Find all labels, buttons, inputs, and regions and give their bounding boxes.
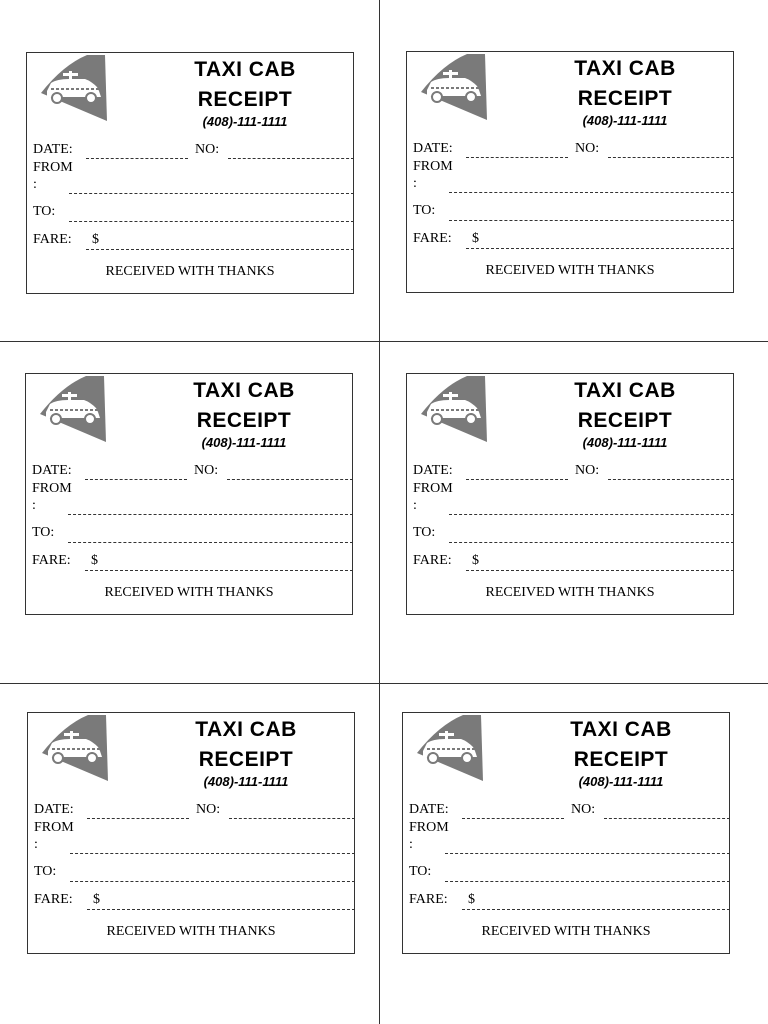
currency-symbol: $ — [468, 892, 475, 907]
taxi-logo-icon — [411, 713, 489, 783]
phone-number: (408)-111-1111 — [203, 774, 289, 789]
fare-label: FARE: — [33, 232, 72, 247]
from-label: FROM — [34, 820, 74, 835]
fare-label: FARE: — [34, 892, 73, 907]
taxi-receipt — [25, 373, 353, 615]
number-field[interactable] — [604, 818, 730, 819]
date-label: DATE: — [33, 142, 73, 157]
from-field[interactable] — [70, 853, 355, 854]
receipt-title: TAXI CAB — [193, 379, 295, 402]
date-field[interactable] — [466, 157, 568, 158]
horizontal-cut-line — [0, 341, 768, 342]
to-label: TO: — [413, 525, 436, 540]
to-field[interactable] — [69, 221, 354, 222]
receipt-footer: RECEIVED WITH THANKS — [485, 263, 655, 278]
taxi-logo-icon — [36, 713, 114, 783]
receipt-subtitle: RECEIPT — [577, 87, 673, 110]
fare-field[interactable] — [86, 249, 354, 250]
from-colon: : — [34, 837, 38, 852]
to-field[interactable] — [70, 881, 355, 882]
to-label: TO: — [32, 525, 55, 540]
date-field[interactable] — [86, 158, 188, 159]
taxi-logo-icon — [415, 52, 493, 122]
from-label: FROM — [33, 160, 73, 175]
receipt-title: TAXI CAB — [194, 58, 296, 81]
date-field[interactable] — [85, 479, 187, 480]
from-field[interactable] — [449, 192, 734, 193]
receipt-footer: RECEIVED WITH THANKS — [104, 585, 274, 600]
taxi-receipt — [402, 712, 730, 954]
from-label: FROM — [413, 159, 453, 174]
receipt-title: TAXI CAB — [195, 718, 297, 741]
from-colon: : — [33, 177, 37, 192]
date-field[interactable] — [87, 818, 189, 819]
phone-number: (408)-111-1111 — [202, 114, 288, 129]
taxi-receipt — [406, 373, 734, 615]
number-field[interactable] — [228, 158, 354, 159]
to-label: TO: — [34, 864, 57, 879]
from-label: FROM — [413, 481, 453, 496]
from-field[interactable] — [449, 514, 734, 515]
receipt-title: TAXI CAB — [570, 718, 672, 741]
currency-symbol: $ — [472, 231, 479, 246]
number-label: NO: — [571, 802, 596, 817]
receipt-title: TAXI CAB — [574, 379, 676, 402]
number-field[interactable] — [227, 479, 353, 480]
to-field[interactable] — [449, 220, 734, 221]
from-field[interactable] — [445, 853, 730, 854]
number-label: NO: — [575, 141, 600, 156]
from-label: FROM — [409, 820, 449, 835]
receipt-subtitle: RECEIPT — [573, 748, 669, 771]
receipt-subtitle: RECEIPT — [197, 88, 293, 111]
phone-number: (408)-111-1111 — [201, 435, 287, 450]
taxi-logo-icon — [35, 53, 113, 123]
number-field[interactable] — [608, 157, 734, 158]
number-field[interactable] — [608, 479, 734, 480]
receipt-subtitle: RECEIPT — [196, 409, 292, 432]
date-label: DATE: — [413, 141, 453, 156]
date-label: DATE: — [34, 802, 74, 817]
fare-label: FARE: — [409, 892, 448, 907]
number-field[interactable] — [229, 818, 355, 819]
date-label: DATE: — [32, 463, 72, 478]
from-field[interactable] — [69, 193, 354, 194]
receipt-footer: RECEIVED WITH THANKS — [105, 264, 275, 279]
number-label: NO: — [195, 142, 220, 157]
fare-field[interactable] — [466, 248, 734, 249]
date-label: DATE: — [413, 463, 453, 478]
to-field[interactable] — [445, 881, 730, 882]
taxi-logo-icon — [34, 374, 112, 444]
taxi-receipt — [26, 52, 354, 294]
to-field[interactable] — [449, 542, 734, 543]
to-label: TO: — [413, 203, 436, 218]
to-field[interactable] — [68, 542, 353, 543]
from-field[interactable] — [68, 514, 353, 515]
to-label: TO: — [409, 864, 432, 879]
receipt-footer: RECEIVED WITH THANKS — [481, 924, 651, 939]
fare-label: FARE: — [413, 231, 452, 246]
taxi-logo-icon — [415, 374, 493, 444]
currency-symbol: $ — [92, 232, 99, 247]
receipt-subtitle: RECEIPT — [198, 748, 294, 771]
from-colon: : — [413, 498, 417, 513]
fare-label: FARE: — [413, 553, 452, 568]
phone-number: (408)-111-1111 — [578, 774, 664, 789]
fare-label: FARE: — [32, 553, 71, 568]
receipt-footer: RECEIVED WITH THANKS — [106, 924, 276, 939]
fare-field[interactable] — [85, 570, 353, 571]
fare-field[interactable] — [466, 570, 734, 571]
from-colon: : — [32, 498, 36, 513]
from-colon: : — [413, 176, 417, 191]
receipt-subtitle: RECEIPT — [577, 409, 673, 432]
currency-symbol: $ — [472, 553, 479, 568]
currency-symbol: $ — [91, 553, 98, 568]
receipt-title: TAXI CAB — [574, 57, 676, 80]
to-label: TO: — [33, 204, 56, 219]
phone-number: (408)-111-1111 — [582, 113, 668, 128]
fare-field[interactable] — [462, 909, 730, 910]
phone-number: (408)-111-1111 — [582, 435, 668, 450]
number-label: NO: — [575, 463, 600, 478]
taxi-receipt — [27, 712, 355, 954]
horizontal-cut-line — [0, 683, 768, 684]
from-label: FROM — [32, 481, 72, 496]
number-label: NO: — [194, 463, 219, 478]
date-field[interactable] — [466, 479, 568, 480]
currency-symbol: $ — [93, 892, 100, 907]
number-label: NO: — [196, 802, 221, 817]
date-field[interactable] — [462, 818, 564, 819]
fare-field[interactable] — [87, 909, 355, 910]
vertical-cut-line — [379, 0, 380, 1024]
date-label: DATE: — [409, 802, 449, 817]
receipt-footer: RECEIVED WITH THANKS — [485, 585, 655, 600]
from-colon: : — [409, 837, 413, 852]
taxi-receipt — [406, 51, 734, 293]
